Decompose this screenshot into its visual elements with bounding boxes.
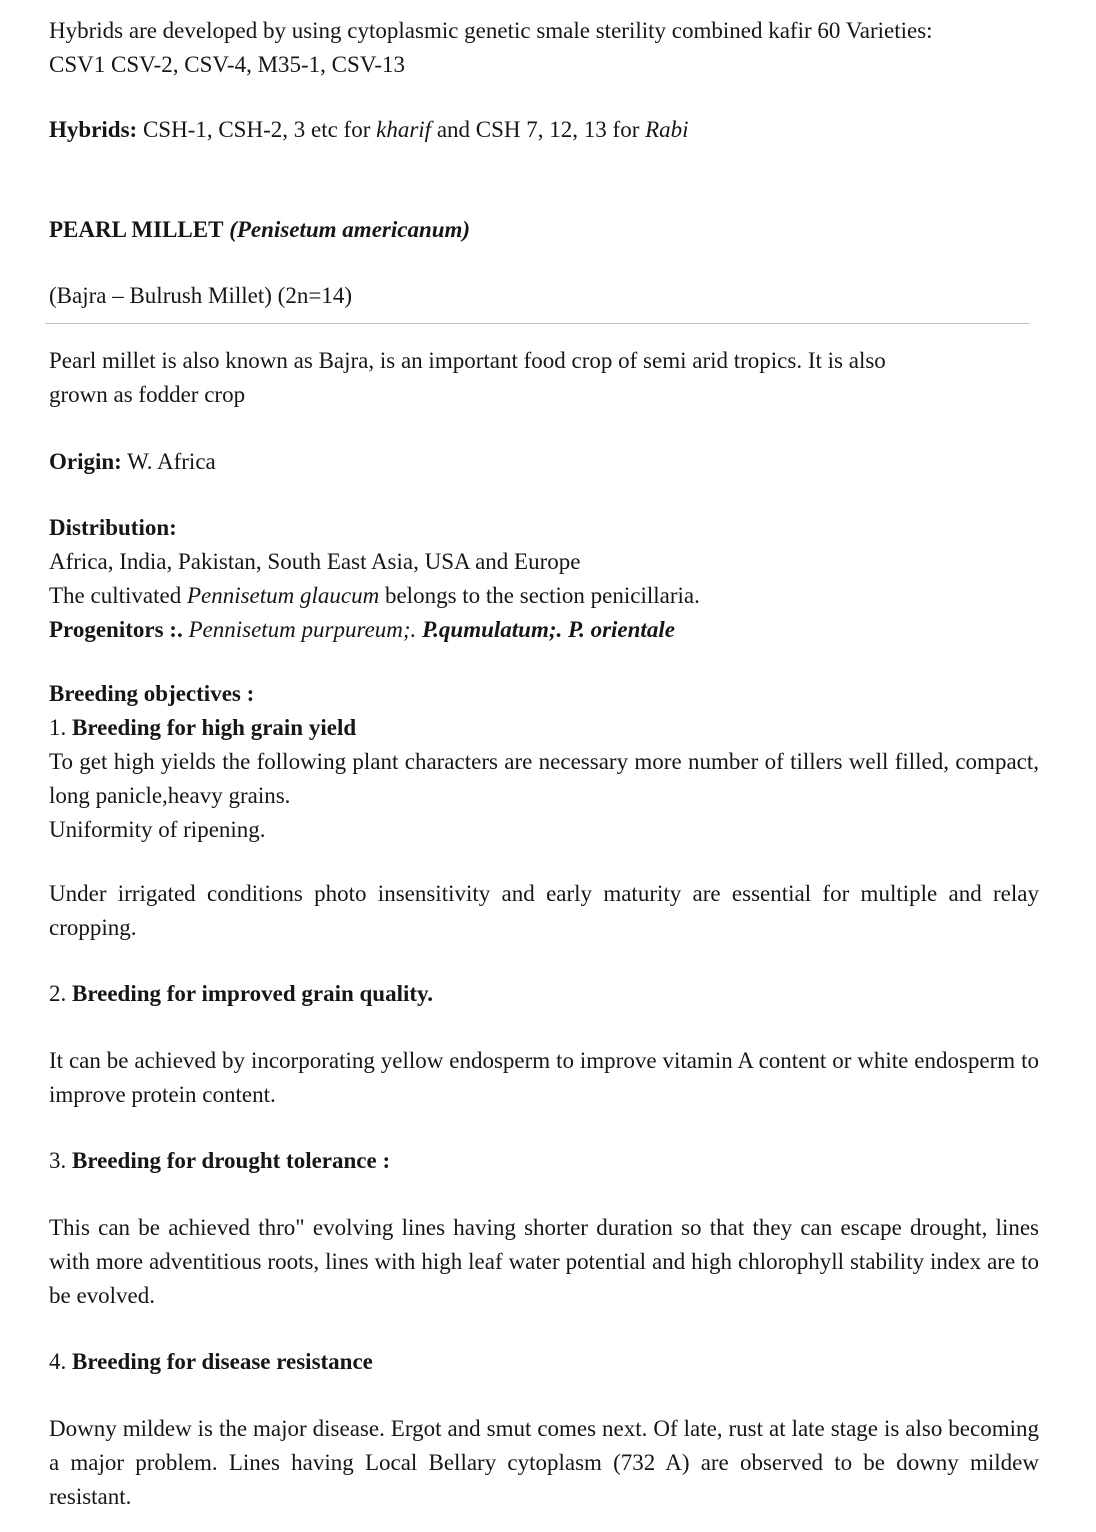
- origin-line: [49, 445, 1039, 479]
- objective-1-paragraph-2: Uniformity of ripening.: [49, 817, 266, 842]
- objective-4-body: [49, 1412, 1039, 1514]
- section-subtitle: [49, 279, 1039, 313]
- objective-3-title: Breeding for drought tolerance :: [66, 1148, 391, 1173]
- intro-paragraph: [49, 14, 1039, 82]
- description-line-1: Pearl millet is also known as Bajra, is an important food crop of semi arid tropics. It is also: [49, 348, 886, 373]
- rabi-term: Rabi: [645, 117, 689, 142]
- objective-4-title: Breeding for disease resistance: [66, 1349, 373, 1374]
- distribution-label: Distribution:: [49, 515, 177, 540]
- distribution-text-1: The cultivated: [49, 583, 187, 608]
- crop-scientific-name: (Penisetum americanum): [229, 217, 471, 242]
- crop-subtitle: (Bajra – Bulrush Millet) (2n=14): [49, 283, 352, 308]
- objective-3-heading: [49, 1144, 1039, 1178]
- progenitor-3: P. orientale: [562, 617, 675, 642]
- objective-3-paragraph: This can be achieved thro" evolving lines having shorter duration so that they can escape drought, lines with more adventitious roots, lines with high leaf water potential and high chlorophyll stability index are to be evolved.: [49, 1215, 1039, 1308]
- description-line-2: grown as fodder crop: [49, 382, 246, 407]
- progenitor-2: P.qumulatum;.: [416, 617, 563, 642]
- objectives-heading: Breeding objectives :: [49, 681, 255, 706]
- hybrids-line: [49, 113, 1039, 147]
- distribution-text-2: belongs to the section penicillaria.: [379, 583, 700, 608]
- crop-title: PEARL MILLET: [49, 217, 224, 242]
- origin-label: Origin:: [49, 449, 122, 474]
- intro-line-2: CSV1 CSV-2, CSV-4, M35-1, CSV-13: [49, 52, 405, 77]
- objective-2-paragraph: It can be achieved by incorporating yellow endosperm to improve vitamin A content or white endosperm to improve protein content.: [49, 1048, 1039, 1107]
- objective-3-number: 3.: [49, 1148, 67, 1173]
- kharif-term: kharif: [376, 117, 432, 142]
- objective-1-paragraph-1: To get high yields the following plant characters are necessary more number of tillers well filled, compact, long panicle,heavy grains.: [49, 749, 1039, 808]
- hybrids-label: Hybrids:: [49, 117, 138, 142]
- description-paragraph: [49, 344, 1039, 412]
- distribution-regions: Africa, India, Pakistan, South East Asia, USA and Europe: [49, 549, 581, 574]
- objective-2-body: [49, 1044, 1039, 1112]
- objective-1-section: [49, 677, 1039, 847]
- objective-2-number: 2.: [49, 981, 67, 1006]
- objective-2-title: Breeding for improved grain quality.: [66, 981, 434, 1006]
- distribution-section: [49, 511, 1039, 647]
- intro-line-1: Hybrids are developed by using cytoplasmic genetic smale sterility combined kafir 60 Varieties:: [49, 18, 933, 43]
- objective-1-paragraph-3: Under irrigated conditions photo insensitivity and early maturity are essential for multiple and relay cropping.: [49, 881, 1039, 940]
- objective-1-number: 1.: [49, 715, 67, 740]
- species-name: Pennisetum glaucum: [186, 583, 380, 608]
- objective-1-paragraph-3-block: [49, 877, 1039, 945]
- objective-4-paragraph: Downy mildew is the major disease. Ergot and smut comes next. Of late, rust at late stage is also becoming a major problem. Lines having Local Bellary cytoplasm (732 A) are observed to be downy mildew resistant.: [49, 1416, 1039, 1509]
- objective-3-body: [49, 1211, 1039, 1313]
- section-divider: [45, 323, 1030, 324]
- objective-1-title: Breeding for high grain yield: [66, 715, 357, 740]
- objective-4-number: 4.: [49, 1349, 67, 1374]
- section-title: [49, 213, 1039, 247]
- progenitor-1: Pennisetum purpureum;.: [182, 617, 417, 642]
- progenitors-label: Progenitors :.: [49, 617, 183, 642]
- objective-4-heading: [49, 1345, 1039, 1379]
- hybrids-text-1: CSH-1, CSH-2, 3 etc for: [137, 117, 377, 142]
- objective-2-heading: [49, 977, 1039, 1011]
- hybrids-text-2: and CSH 7, 12, 13 for: [431, 117, 646, 142]
- origin-value: W. Africa: [121, 449, 216, 474]
